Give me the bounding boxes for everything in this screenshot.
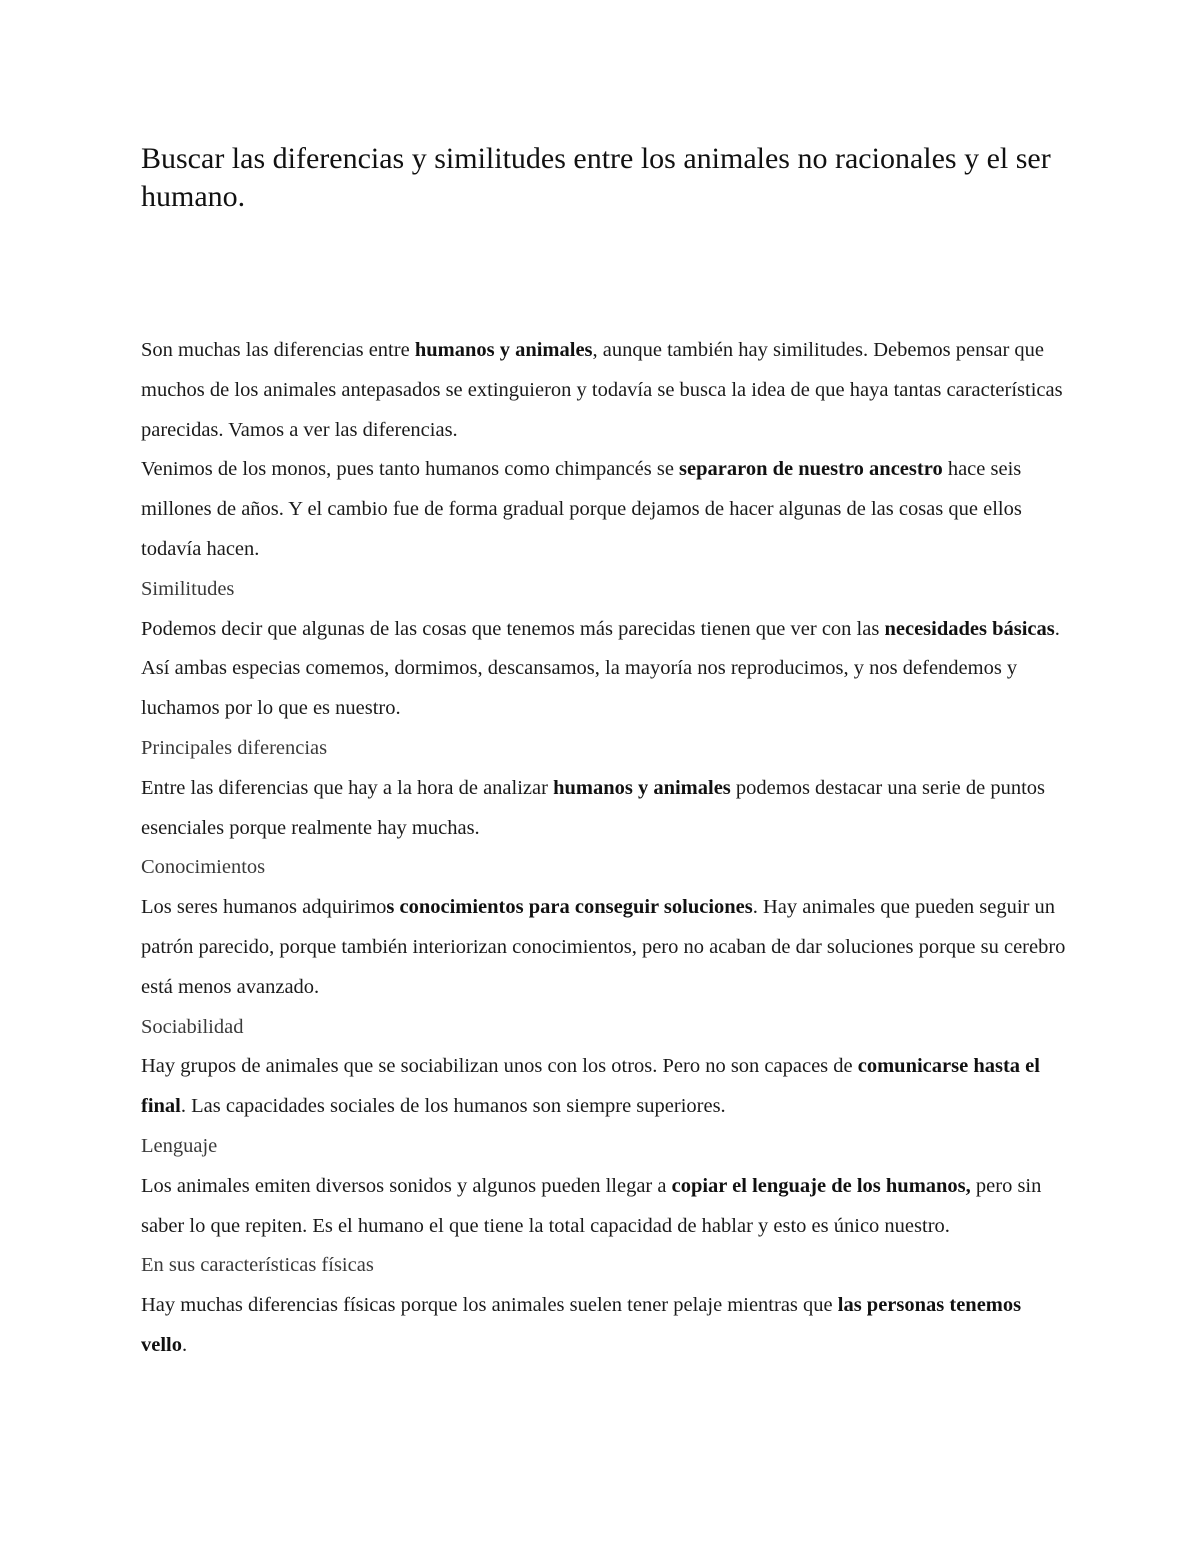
paragraph-lenguaje bbox=[141, 1167, 1066, 1247]
paragraph-ancestro bbox=[141, 450, 1066, 569]
paragraph-diferencias bbox=[141, 769, 1066, 849]
heading-principales-diferencias: Principales diferencias bbox=[141, 736, 328, 759]
bold-text: s conocimientos para conseguir soluciones bbox=[386, 896, 753, 919]
heading-caracteristicas-fisicas: En sus características físicas bbox=[141, 1254, 374, 1277]
heading-similitudes: Similitudes bbox=[141, 577, 235, 600]
bold-text: copiar el lenguaje de los humanos, bbox=[671, 1174, 971, 1197]
bold-text: las personas tenemos vello bbox=[141, 1294, 1022, 1356]
bold-text: comunicarse hasta el final bbox=[141, 1055, 1040, 1118]
text-span: Entre las diferencias que hay a la hora de analizar bbox=[141, 776, 554, 799]
paragraph-fisicas bbox=[141, 1286, 1066, 1366]
paragraph-conocimientos bbox=[141, 888, 1066, 1007]
text-span: Hay grupos de animales que se sociabilizan unos con los otros. Pero no son capaces de bbox=[141, 1055, 858, 1078]
text-span: Los animales emiten diversos sonidos y algunos pueden llegar a bbox=[141, 1174, 672, 1197]
text-span: , aunque también hay similitudes. Debemos pensar que muchos de los animales antepasados se extinguieron y todavía se busca la idea de que haya tantas características parecidas. Vamos a ver las diferencias. bbox=[141, 339, 1063, 441]
bold-text: separaron de nuestro ancestro bbox=[679, 458, 943, 481]
document-title: Buscar las diferencias y similitudes entre los animales no racionales y el ser humano. bbox=[141, 142, 1051, 213]
paragraph-similitudes bbox=[141, 610, 1066, 729]
document-body bbox=[141, 331, 1066, 1366]
text-span: Podemos decir que algunas de las cosas que tenemos más parecidas tienen que ver con las bbox=[141, 617, 885, 640]
text-span: Son muchas las diferencias entre bbox=[141, 339, 415, 361]
text-span: . Hay animales que pueden seguir un patrón parecido, porque también interiorizan conocimientos, pero no acaban de dar soluciones porque su cerebro está menos avanzado. bbox=[141, 896, 1066, 998]
paragraph-intro bbox=[141, 331, 1066, 450]
paragraph-sociabilidad bbox=[141, 1047, 1066, 1127]
text-span: . Así ambas especias comemos, dormimos, descansamos, la mayoría nos reproducimos, y nos defendemos y luchamos por lo que es nuestro. bbox=[141, 617, 1060, 720]
text-span: . Las capacidades sociales de los humanos son siempre superiores. bbox=[180, 1095, 726, 1118]
text-span: hace seis millones de años. Y el cambio fue de forma gradual porque dejamos de hacer algunas de las cosas que ellos todavía hacen. bbox=[141, 458, 1022, 560]
text-span: . bbox=[182, 1333, 188, 1356]
heading-lenguaje: Lenguaje bbox=[141, 1134, 218, 1157]
text-span: podemos destacar una serie de puntos esenciales porque realmente hay muchas. bbox=[141, 776, 1046, 839]
bold-text: necesidades básicas bbox=[884, 617, 1055, 640]
bold-text: humanos y animales bbox=[414, 339, 593, 361]
document-page bbox=[141, 140, 1066, 1366]
text-span: Los seres humanos adquirimo bbox=[141, 896, 387, 919]
bold-text: humanos y animales bbox=[553, 776, 731, 799]
heading-sociabilidad: Sociabilidad bbox=[141, 1015, 244, 1038]
heading-conocimientos: Conocimientos bbox=[141, 856, 266, 879]
text-span: pero sin saber lo que repiten. Es el humano el que tiene la total capacidad de hablar y esto es único nuestro. bbox=[141, 1174, 1042, 1237]
text-span: Hay muchas diferencias físicas porque los animales suelen tener pelaje mientras que bbox=[141, 1294, 838, 1317]
text-span: Venimos de los monos, pues tanto humanos como chimpancés se bbox=[141, 458, 680, 481]
